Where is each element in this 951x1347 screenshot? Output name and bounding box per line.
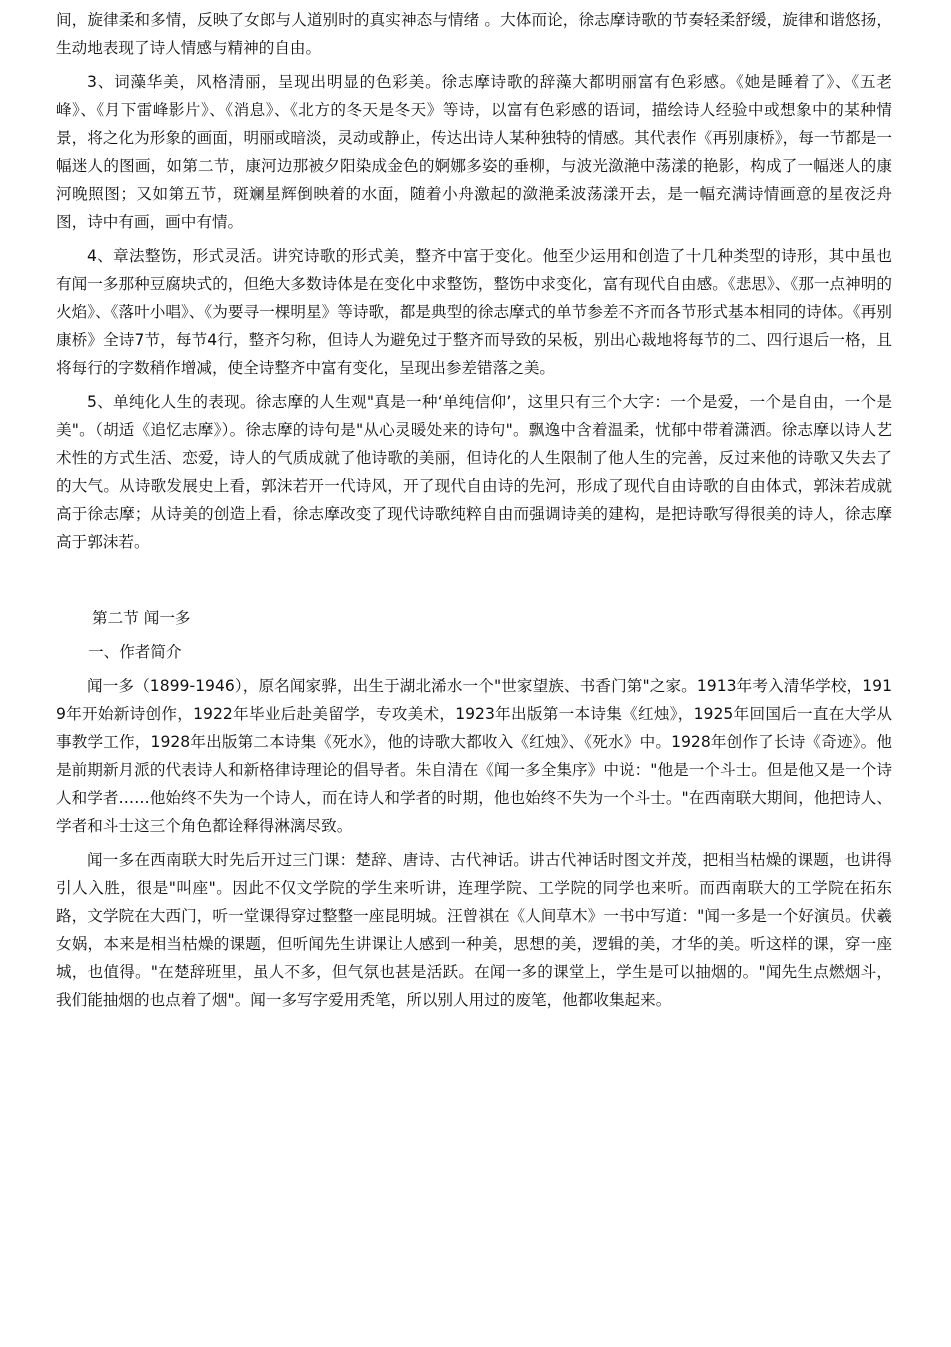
document-page xyxy=(56,6,892,1014)
paragraph-continuation: 间，旋律柔和多情，反映了女郎与人道别时的真实神态与情绪 。大体而论，徐志摩诗歌的节奏轻柔舒缓，旋律和谐悠扬，生动地表现了诗人情感与精神的自由。 xyxy=(56,11,892,57)
paragraph-point-4: 4、章法整饬，形式灵活。讲究诗歌的形式美，整齐中富于变化。他至少运用和创造了十几种类型的诗形，其中虽也有闻一多那种豆腐块式的，但绝大多数诗体是在变化中求整饬，整饬中求变化，富有现代自由感。《悲思》、《那一点神明的火焰》、《落叶小唱》、《为要寻一棵明星》等诗歌，都是典型的徐志摩式的单节参差不齐而各节形式基本相同的诗体。《再别康桥》全诗7节，每节4行，整齐匀称，但诗人为避免过于整齐而导致的呆板，别出心裁地将每节的二、四行退后一格，且将每行的字数稍作增减，使全诗整齐中富有变化，呈现出参差错落之美。 xyxy=(56,247,892,377)
section-title: 第二节 闻一多 xyxy=(92,609,191,627)
subsection-title: 一、作者简介 xyxy=(88,643,182,661)
paragraph-point-3: 3、词藻华美，风格清丽，呈现出明显的色彩美。徐志摩诗歌的辞藻大都明丽富有色彩感。《她是睡着了》、《五老峰》、《月下雷峰影片》、《消息》、《北方的冬天是冬天》等诗，以富有色彩感的语词，描绘诗人经验中或想象中的某种情景，将之化为形象的画面，明丽或暗淡，灵动或静止，传达出诗人某种独特的情感。其代表作《再别康桥》，每一节都是一幅迷人的图画，如第二节，康河边那被夕阳染成金色的婀娜多姿的垂柳，与波光潋滟中荡漾的艳影，构成了一幅迷人的康河晚照图；又如第五节，斑斓星辉倒映着的水面，随着小舟激起的潋滟柔波荡漾开去，是一幅充满诗情画意的星夜泛舟图，诗中有画，画中有情。 xyxy=(56,73,892,231)
paragraph-bio-1: 闻一多（1899-1946），原名闻家骅，出生于湖北浠水一个"世家望族、书香门第"之家。1913年考入清华学校，1919年开始新诗创作，1922年毕业后赴美留学，专攻美术，1923年出版第一本诗集《红烛》，1925年回国后一直在大学从事教学工作，1928年出版第二本诗集《死水》，他的诗歌大都收入《红烛》、《死水》中。1928年创作了长诗《奇迹》。他是前期新月派的代表诗人和新格律诗理论的倡导者。朱自清在《闻一多全集序》中说："他是一个斗士。但是他又是一个诗人和学者……他始终不失为一个诗人，而在诗人和学者的时期，他也始终不失为一个斗士。"在西南联大期间，他把诗人、学者和斗士这三个角色都诠释得淋漓尽致。 xyxy=(56,677,892,835)
paragraph-bio-2: 闻一多在西南联大时先后开过三门课：楚辞、唐诗、古代神话。讲古代神话时图文并茂，把相当枯燥的课题，也讲得引人入胜，很是"叫座"。因此不仅文学院的学生来听讲，连理学院、工学院的同学也来听。而西南联大的工学院在拓东路，文学院在大西门，听一堂课得穿过整整一座昆明城。汪曾祺在《人间草木》一书中写道："闻一多是一个好演员。伏羲女娲，本来是相当枯燥的课题，但听闻先生讲课让人感到一种美，思想的美，逻辑的美，才华的美。听这样的课，穿一座城，也值得。"在楚辞班里，虽人不多，但气氛也甚是活跃。在闻一多的课堂上，学生是可以抽烟的。"闻先生点燃烟斗，我们能抽烟的也点着了烟"。闻一多写字爱用秃笔，所以别人用过的废笔，他都收集起来。 xyxy=(56,851,892,1009)
paragraph-point-5: 5、单纯化人生的表现。徐志摩的人生观"真是一种‘单纯信仰’，这里只有三个大字：一个是爱，一个是自由，一个是美"。（胡适《追忆志摩》）。徐志摩的诗句是"从心灵暖处来的诗句"。飘逸中含着温柔，忧郁中带着潇洒。徐志摩以诗人艺术性的方式生活、恋爱，诗人的气质成就了他诗歌的美丽，但诗化的人生限制了他人生的完善，反过来他的诗歌又失去了的大气。从诗歌发展史上看，郭沫若开一代诗风，开了现代自由诗的先河，形成了现代自由诗歌的自由体式，郭沫若成就高于徐志摩；从诗美的创造上看，徐志摩改变了现代诗歌纯粹自由而强调诗美的建构，是把诗歌写得很美的诗人，徐志摩高于郭沫若。 xyxy=(56,393,892,551)
